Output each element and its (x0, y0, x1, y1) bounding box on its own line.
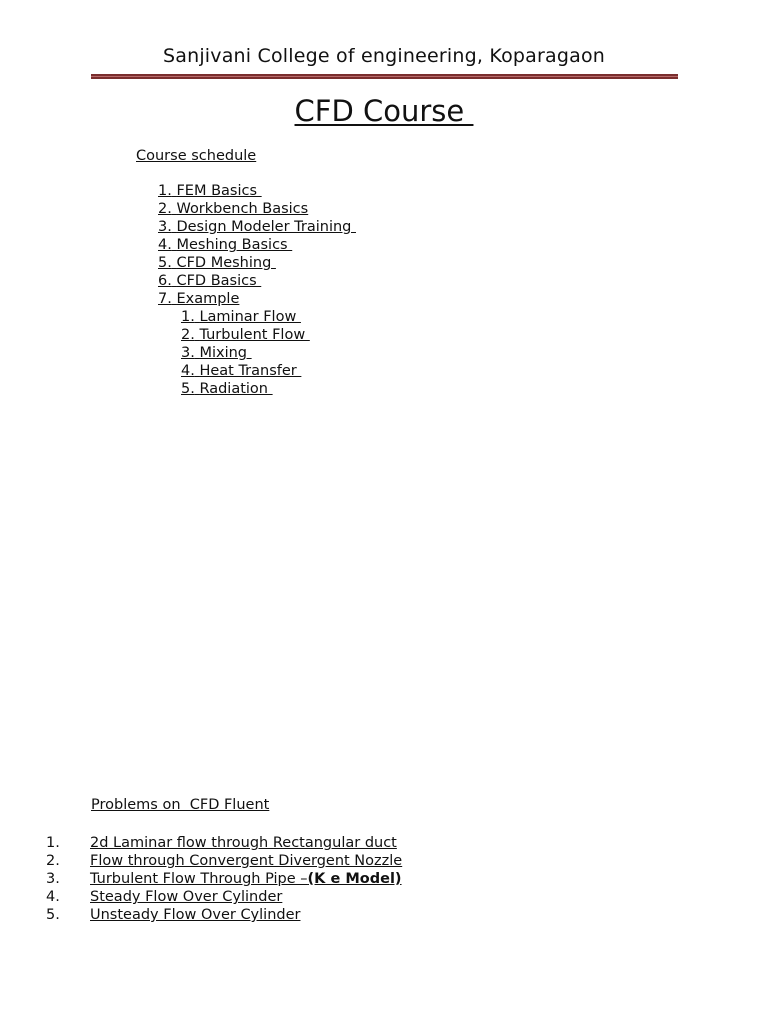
schedule-item (158, 218, 356, 236)
problem-model-note: (K e Model) (307, 871, 402, 887)
example-item (181, 380, 273, 398)
item-label: Turbulent Flow (199, 327, 310, 343)
problem-label: 2d Laminar flow through Rectangular duct (90, 835, 397, 851)
item-label: FEM Basics (176, 183, 262, 199)
schedule-item (158, 200, 308, 218)
item-label: Laminar Flow (199, 309, 301, 325)
college-header: Sanjivani College of engineering, Koparagaon (162, 45, 606, 67)
item-label: Design Modeler Training (176, 219, 356, 235)
item-number: 1. (158, 183, 172, 199)
problem-item (46, 852, 402, 870)
item-label: CFD Basics (176, 273, 262, 289)
item-label: Radiation (199, 381, 273, 397)
problem-item (46, 906, 300, 924)
item-number: 5. (158, 255, 172, 271)
problem-number: 4. (46, 889, 60, 905)
item-label: CFD Meshing (176, 255, 276, 271)
problem-number: 1. (46, 835, 60, 851)
schedule-item (158, 272, 261, 290)
problem-number: 2. (46, 853, 60, 869)
item-number: 6. (158, 273, 172, 289)
item-number: 3. (158, 219, 172, 235)
schedule-item (158, 236, 292, 254)
problem-number: 3. (46, 871, 60, 887)
item-number: 4. (181, 363, 195, 379)
item-label: Example (176, 291, 240, 307)
page-title: CFD Course (294, 94, 474, 128)
problem-item (46, 834, 397, 852)
item-number: 3. (181, 345, 195, 361)
problem-item (46, 888, 282, 906)
problems-heading: Problems on CFD Fluent (91, 797, 270, 813)
item-number: 5. (181, 381, 195, 397)
problem-label: Flow through Convergent Divergent Nozzle (90, 853, 403, 869)
header-rule (91, 74, 678, 79)
schedule-item (158, 182, 262, 200)
item-number: 2. (181, 327, 195, 343)
problem-label: Turbulent Flow Through Pipe – (90, 871, 308, 887)
problem-number: 5. (46, 907, 60, 923)
problem-item (46, 870, 402, 888)
example-item (181, 308, 301, 326)
problem-label: Steady Flow Over Cylinder (90, 889, 283, 905)
schedule-heading: Course schedule (136, 148, 257, 164)
example-item (181, 326, 310, 344)
item-number: 7. (158, 291, 172, 307)
item-number: 1. (181, 309, 195, 325)
item-label: Mixing (199, 345, 252, 361)
item-label: Workbench Basics (176, 201, 309, 217)
problem-label: Unsteady Flow Over Cylinder (90, 907, 301, 923)
item-number: 4. (158, 237, 172, 253)
example-item (181, 344, 252, 362)
schedule-item (158, 290, 239, 308)
item-label: Heat Transfer (199, 363, 302, 379)
item-label: Meshing Basics (176, 237, 293, 253)
example-item (181, 362, 301, 380)
item-number: 2. (158, 201, 172, 217)
schedule-item (158, 254, 276, 272)
